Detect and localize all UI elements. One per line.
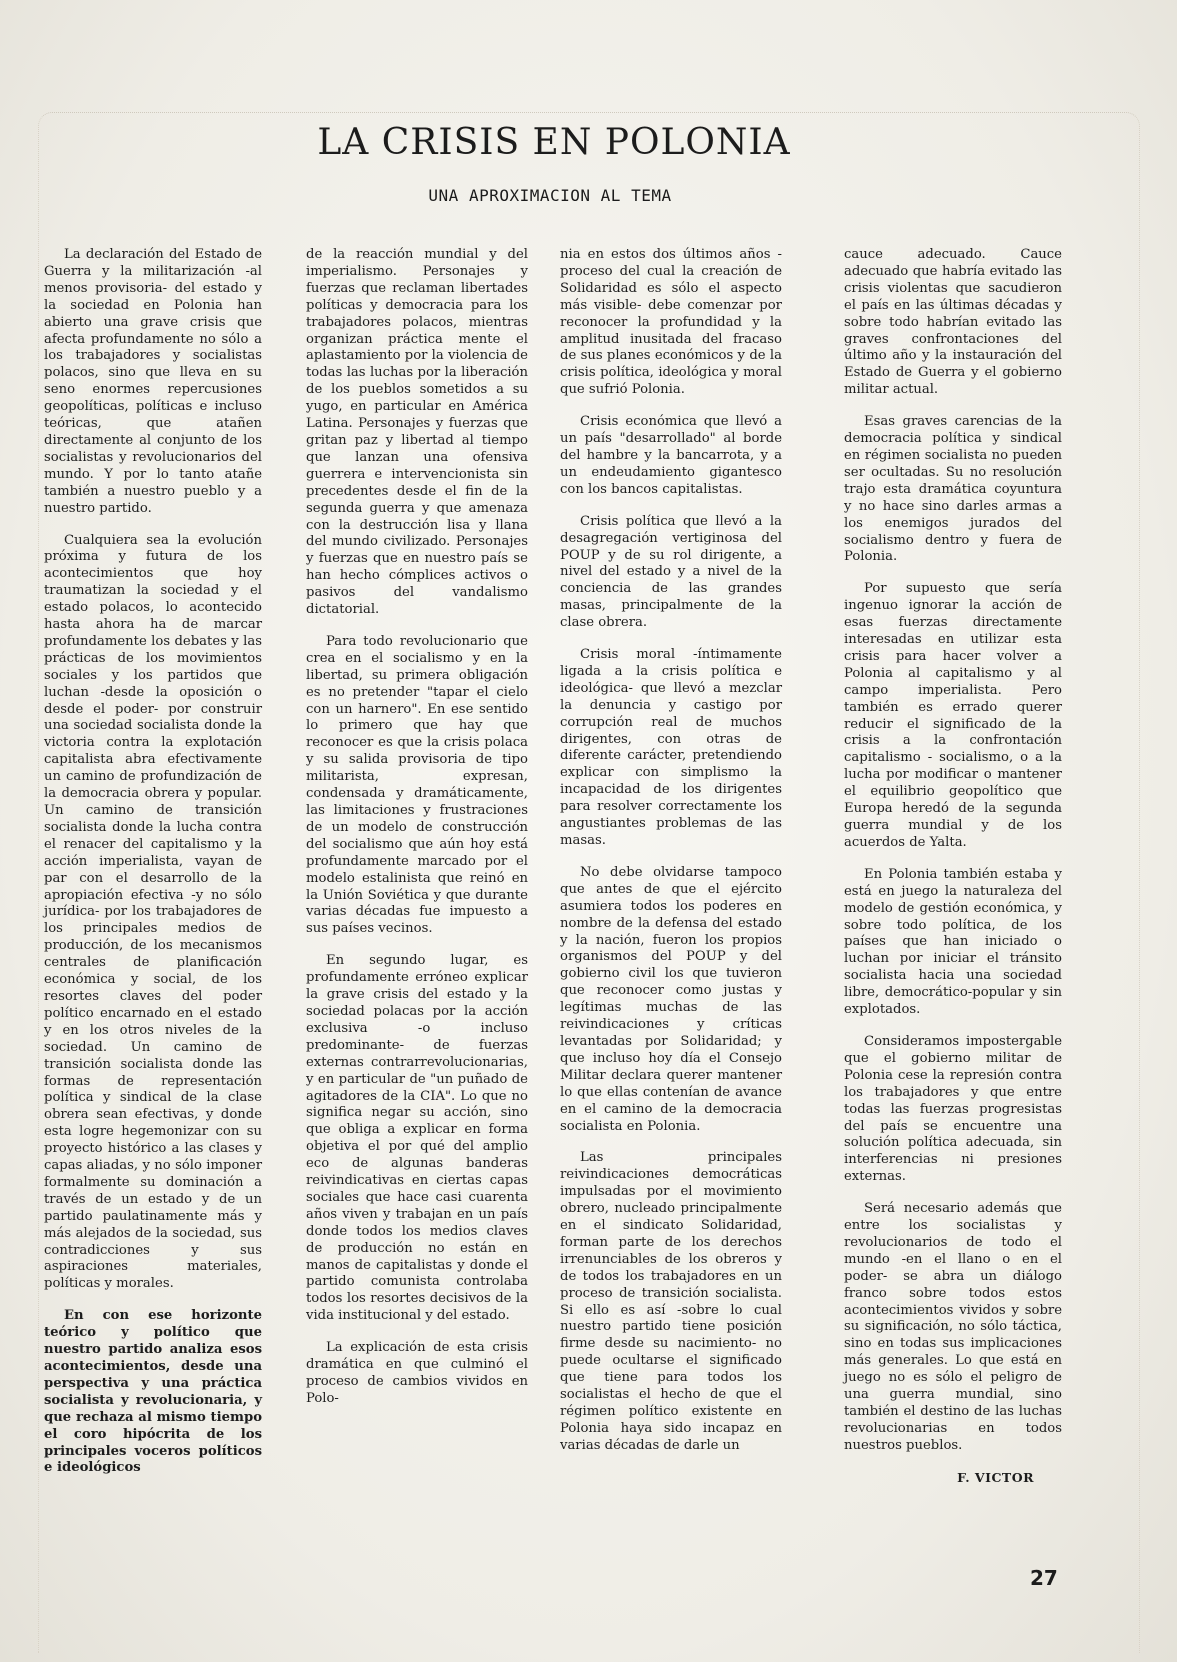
article-title: LA CRISIS EN POLONIA xyxy=(317,122,791,163)
page-number: 27 xyxy=(1030,1566,1058,1590)
article-subtitle: UNA APROXIMACION AL TEMA xyxy=(428,186,672,205)
paragraph: Crisis política que llevó a la desagregación vertiginosa del POUP y de su rol dirigente, a nivel del estado y a nivel de la conciencia de las grandes masas, principalmente de la clase obrera. xyxy=(560,513,782,631)
paragraph: Para todo revolucionario que crea en el socialismo y en la libertad, su primera obligación es no pretender "tapar el cielo con un harnero". En ese sentido lo primero que hay que reconocer es que la crisis polaca y su salida provisoria de tipo militarista, expresan, condensada y dramáticamente, las limitaciones y frustraciones de un modelo de construcción del socialismo que aún hoy está profundamente marcado por el modelo estalinista que reinó en la Unión Soviética y que durante varias décadas fue impuesto a sus países vecinos. xyxy=(306,633,528,937)
author-signature: F. VICTOR xyxy=(957,1469,1034,1485)
paragraph: Consideramos impostergable que el gobierno militar de Polonia cese la represión contra los trabajadores y que entre todas las fuerzas progresistas del país se encuentre una solución política adecuada, sin interferencias ni presiones externas. xyxy=(844,1033,1062,1185)
article-column-2 xyxy=(306,247,528,1423)
paragraph: Por supuesto que sería ingenuo ignorar la acción de esas fuerzas directamente interesadas en utilizar esta crisis para hacer volver a Polonia al capitalismo y al campo imperialista. Pero también es errado querer reducir el significado de la crisis a la confrontación capitalismo - socialismo, o a la lucha por modificar o mantener el equilibrio geopolítico que Europa heredó de la segunda guerra mundial y de los acuerdos de Yalta. xyxy=(844,581,1062,850)
paragraph: Esas graves carencias de la democracia política y sindical en régimen socialista no pueden ser ocultadas. Su no resolución trajo esta dramática coyuntura y no hace sino darles armas a los enemigos jurados del socialismo dentro y fuera de Polonia. xyxy=(844,414,1062,565)
article-column-4 xyxy=(844,247,1062,1502)
paragraph: La explicación de esta crisis dramática en que culminó el proceso de cambios vividos en Polo- xyxy=(306,1340,528,1406)
paragraph: de la reacción mundial y del imperialismo. Personajes y fuerzas que reclaman libertades políticas y democracia para los trabajadores polacos, mientras organizan práctica mente el aplastamiento por la violencia de todas las luchas por la liberación de los pueblos sometidos a su yugo, en particular en América Latina. Personajes y fuerzas que gritan paz y libertad al tiempo que lanzan una ofensiva guerrera e intervencionista sin precedentes desde el fin de la segunda guerra y que amenaza con la destrucción lisa y llana del mundo civilizado. Personajes y fuerzas que en nuestro país se han hecho cómplices activos o pasivos del vandalismo dictatorial. xyxy=(306,247,528,618)
paragraph: Las principales reivindicaciones democráticas impulsadas por el movimiento obrero, nucleado principalmente en el sindicato Solidaridad, forman parte de los derechos irrenunciables de los obreros y de todos los trabajadores en un proceso de transición socialista. Si ello es así -sobre lo cual nuestro partido tiene posición firme desde su nacimiento- no puede ocultarse el significado que tiene para todos los socialistas el hecho de que el régimen político existente en Polonia haya sido incapaz en varias décadas de darle un xyxy=(560,1150,782,1453)
paragraph: Cualquiera sea la evolución próxima y futura de los acontecimientos que hoy traumatizan la sociedad y el estado polacos, lo acontecido hasta ahora ha de marcar profundamente los debates y las prácticas de los movimientos sociales y los partidos que luchan -desde la oposición o desde el poder- por construir una sociedad socialista donde la victoria contra la explotación capitalista abra efectivamente un camino de profundización de la democracia obrera y popular. Un camino de transición socialista donde la lucha contra el renacer del capitalismo y la acción imperialista, vayan de par con el desarrollo de la apropiación efectiva -y no sólo jurídica- por los trabajadores de los principales medios de producción, de los mecanismos centrales de planificación económica y social, de los resortes claves del poder político encarnado en el estado y en los otros niveles de la sociedad. Un camino de transición socialista donde las formas de representación política y sindical de la clase obrera sean efectivas, y donde esta logre hegemonizar con su proyecto histórico a las clases y capas aliadas, y no sólo imponer formalmente su dominación a través de un estado y de un partido paulatinamente más y más alejados de la sociedad, sus contradicciones y sus aspiraciones materiales, políticas y morales. xyxy=(44,532,262,1292)
paragraph: En segundo lugar, es profundamente erróneo explicar la grave crisis del estado y la sociedad polacas por la acción exclusiva -o incluso predominante- de fuerzas externas contrarrevolucionarias, y en particular de "un puñado de agitadores de la CIA". Lo que no significa negar su acción, sino que obliga a explicar en forma objetiva el por qué del amplio eco de algunas banderas reivindicativas en ciertas capas sociales que hace casi cuarenta años viven y trabajan en un país donde todos los medios claves de producción no están en manos de capitalistas y donde el partido comunista controlaba todos los resortes decisivos de la vida institucional y del estado. xyxy=(306,953,528,1324)
paragraph: La declaración del Estado de Guerra y la militarización -al menos provisoria- del estado y la sociedad en Polonia han abierto una grave crisis que afecta profundamente no sólo a los trabajadores y socialistas polacos, sino que lleva en su seno enormes repercusiones geopolíticas, políticas e incluso teóricas, que atañen directamente al conjunto de los socialistas y revolucionarios del mundo. Y por lo tanto atañe también a nuestro pueblo y a nuestro partido. xyxy=(44,247,262,516)
paragraph: cauce adecuado. Cauce adecuado que habría evitado las crisis violentas que sacudieron el país en las últimas décadas y sobre todo habrían evitado las graves confrontaciones del último año y la instauración del Estado de Guerra y el gobierno militar actual. xyxy=(844,247,1062,398)
paragraph: Crisis económica que llevó a un país "desarrollado" al borde del hambre y la bancarrota, y a un endeudamiento gigantesco con los bancos capitalistas. xyxy=(560,414,782,497)
paragraph: Será necesario además que entre los socialistas y revolucionarios de todo el mundo -en el llano o en el poder- se abra un diálogo franco sobre todos estos acontecimientos vividos y sobre su significación, no sólo táctica, sino en todas sus implicaciones más generales. Lo que está en juego no es sólo el peligro de una guerra mundial, sino también el destino de las luchas revolucionarias en todos nuestros pueblos. xyxy=(844,1201,1062,1453)
article-column-1 xyxy=(44,247,262,1492)
article-column-3 xyxy=(560,247,782,1470)
paragraph: Crisis moral -íntimamente ligada a la crisis política e ideológica- que llevó a mezclar la denuncia y castigo por corrupción real de muchos dirigentes, con otras de diferente carácter, pretendiendo explicar con simplismo la incapacidad de los dirigentes para resolver correctamente los angustiantes problemas de las masas. xyxy=(560,647,782,848)
paragraph: No debe olvidarse tampoco que antes de que el ejército asumiera todos los poderes en nombre de la defensa del estado y la nación, fueron los propios organismos del POUP y del gobierno civil los que tuvieron que reconocer como justas y legítimas muchas de las reivindicaciones y críticas levantadas por Solidaridad; y que incluso hoy día el Consejo Militar declara querer mantener lo que ellas contenían de avance en el camino de la democracia socialista en Polonia. xyxy=(560,864,782,1134)
paragraph: En Polonia también estaba y está en juego la naturaleza del modelo de gestión económica, y sobre todo política, de los países que han iniciado o luchan por iniciar el tránsito socialista hacia una sociedad libre, democrático-popular y sin explotados. xyxy=(844,866,1062,1018)
paragraph: En con ese horizonte teórico y político que nuestro partido analiza esos acontecimientos, desde una perspectiva y una práctica socialista y revolucionaria, y que rechaza al mismo tiempo el coro hipócrita de los principales voceros políticos e ideológicos xyxy=(44,1308,262,1476)
paragraph: nia en estos dos últimos años -proceso del cual la creación de Solidaridad es sólo el aspecto más visible- debe comenzar por reconocer la profundidad y la amplitud inusitada del fracaso de sus planes económicos y de la crisis política, ideológica y moral que sufrió Polonia. xyxy=(560,247,782,398)
